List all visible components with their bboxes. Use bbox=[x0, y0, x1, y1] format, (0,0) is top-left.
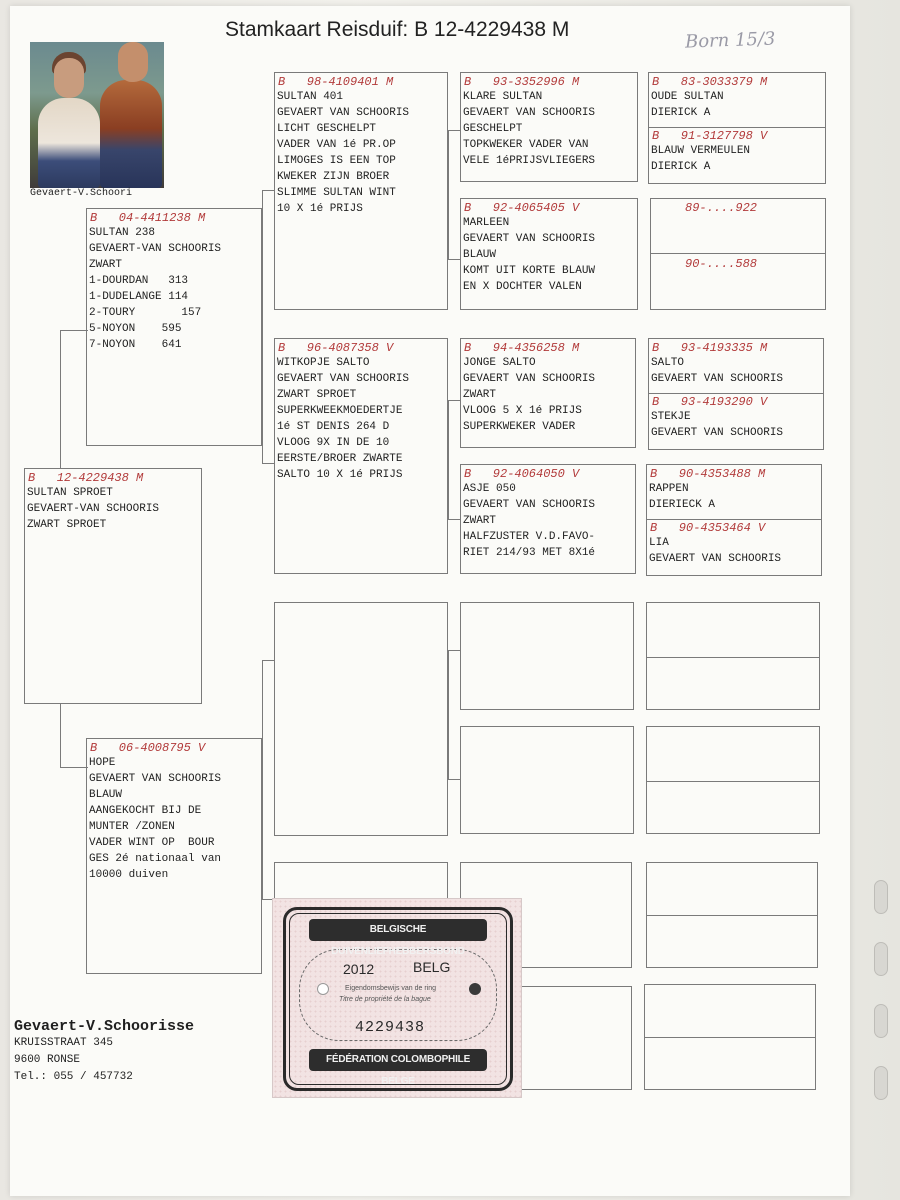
pedigree-line: EN X DOCHTER VALEN bbox=[463, 281, 582, 293]
pedigree-line: GEVAERT-VAN SCHOORIS bbox=[89, 243, 222, 255]
pedigree-line: RAPPEN bbox=[649, 483, 689, 495]
pedigree-box-dam bbox=[86, 738, 262, 974]
ring-number: B 90-4353488 M bbox=[650, 467, 766, 481]
pedigree-line: GEVAERT VAN SCHOORIS bbox=[463, 107, 596, 119]
pedigree-line: VLOOG 9X IN DE 10 bbox=[277, 437, 390, 449]
pedigree-line: STEKJE bbox=[651, 411, 691, 423]
connector-line bbox=[60, 330, 88, 468]
pedigree-box-empty bbox=[274, 862, 448, 898]
card-ring-number: 4229438 bbox=[355, 1019, 426, 1036]
pedigree-box-empty bbox=[646, 726, 820, 834]
breeder-name: Gevaert-V.Schoorisse bbox=[14, 1018, 195, 1035]
connector-line bbox=[448, 650, 460, 780]
ring-number: B 93-3352996 M bbox=[464, 75, 580, 89]
pedigree-line: LIMOGES IS EEN TOP bbox=[277, 155, 396, 167]
pedigree-line: SALTO bbox=[651, 357, 685, 369]
ring-number: B 04-4411238 M bbox=[90, 211, 206, 225]
pedigree-line: 1-DOURDAN 313 bbox=[89, 275, 189, 287]
ring-number: B 83-3033379 M bbox=[652, 75, 768, 89]
pedigree-box-empty bbox=[644, 984, 816, 1090]
binder-holes bbox=[874, 880, 894, 1128]
card-text-fr: Titre de propriété de la bague bbox=[339, 996, 431, 1003]
pedigree-box-empty bbox=[522, 986, 632, 1090]
pedigree-line: BLAUW VERMEULEN bbox=[651, 145, 751, 157]
pedigree-line: SLIMME SULTAN WINT bbox=[277, 187, 396, 199]
pedigree-line: LICHT GESCHELPT bbox=[277, 123, 377, 135]
pedigree-line: JONGE SALTO bbox=[463, 357, 536, 369]
pedigree-line: VLOOG 5 X 1é PRIJS bbox=[463, 405, 582, 417]
pedigree-line: GES 2é nationaal van bbox=[89, 853, 222, 865]
pedigree-line: 10000 duiven bbox=[89, 869, 169, 881]
pedigree-line: GEVAERT VAN SCHOORIS bbox=[651, 427, 784, 439]
breeder-city: 9600 RONSE bbox=[14, 1054, 81, 1066]
connector-line bbox=[448, 130, 460, 260]
pedigree-line: AANGEKOCHT BIJ DE bbox=[89, 805, 202, 817]
ring-number: B 94-4356258 M bbox=[464, 341, 580, 355]
pedigree-line: ZWART bbox=[463, 389, 497, 401]
pedigree-box-sd-sire bbox=[460, 338, 636, 448]
card-bottom-banner: FÉDÉRATION COLOMBOPHILE BELGE bbox=[309, 1049, 487, 1071]
ring-number: 89-....922 bbox=[685, 201, 758, 215]
pedigree-line: GEVAERT VAN SCHOORIS bbox=[463, 233, 596, 245]
pedigree-line: LIA bbox=[649, 537, 669, 549]
pedigree-line: ASJE 050 bbox=[463, 483, 516, 495]
pedigree-box-empty bbox=[646, 862, 818, 968]
pedigree-line: MARLEEN bbox=[463, 217, 510, 229]
pedigree-line: GEVAERT VAN SCHOORIS bbox=[89, 773, 222, 785]
pedigree-line: 1-DUDELANGE 114 bbox=[89, 291, 189, 303]
pedigree-line: DIERICK A bbox=[651, 161, 711, 173]
pedigree-line: VADER VAN 1é PR.OP bbox=[277, 139, 396, 151]
pedigree-line: EERSTE/BROER ZWARTE bbox=[277, 453, 403, 465]
ring-number: B 12-4229438 M bbox=[28, 471, 144, 485]
pedigree-box-pair bbox=[646, 464, 822, 576]
card-text-nl: Eigendomsbewijs van de ring bbox=[345, 985, 437, 992]
pedigree-line: HALFZUSTER V.D.FAVO- bbox=[463, 531, 596, 543]
pedigree-line: KOMT UIT KORTE BLAUW bbox=[463, 265, 596, 277]
pedigree-line: ZWART bbox=[463, 515, 497, 527]
ring-number: B 91-3127798 V bbox=[652, 129, 768, 143]
pedigree-line: SUPERKWEKER VADER bbox=[463, 421, 576, 433]
binder-hole bbox=[874, 1004, 888, 1038]
pedigree-line: 2-TOURY 157 bbox=[89, 307, 202, 319]
pedigree-line: GEVAERT VAN SCHOORIS bbox=[651, 373, 784, 385]
connector-line bbox=[262, 660, 274, 900]
pedigree-line: DIERICK A bbox=[651, 107, 711, 119]
pedigree-line: 7-NOYON 641 bbox=[89, 339, 182, 351]
ring-number: B 92-4064050 V bbox=[464, 467, 580, 481]
pedigree-box-empty bbox=[460, 726, 634, 834]
pedigree-line: MUNTER /ZONEN bbox=[89, 821, 175, 833]
connector-line bbox=[262, 190, 274, 464]
pedigree-line: SULTAN SPROET bbox=[27, 487, 113, 499]
ring-number: 90-....588 bbox=[685, 257, 758, 271]
binder-hole bbox=[874, 880, 888, 914]
pedigree-line: GEVAERT VAN SCHOORIS bbox=[463, 373, 596, 385]
pedigree-box-empty bbox=[274, 602, 448, 836]
pedigree-line: GESCHELPT bbox=[463, 123, 523, 135]
pedigree-line: GEVAERT VAN SCHOORIS bbox=[649, 553, 782, 565]
pedigree-line: ZWART SPROET bbox=[277, 389, 357, 401]
pedigree-box-pair bbox=[650, 198, 826, 310]
pedigree-line: VELE 1éPRIJSVLIEGERS bbox=[463, 155, 596, 167]
pedigree-line: BLAUW bbox=[463, 249, 497, 261]
pedigree-line: VADER WINT OP BOUR bbox=[89, 837, 215, 849]
pedigree-line: SULTAN 401 bbox=[277, 91, 344, 103]
connector-line bbox=[60, 704, 88, 768]
pedigree-line: HOPE bbox=[89, 757, 116, 769]
breeder-info bbox=[14, 1018, 194, 1086]
pedigree-box-empty bbox=[460, 602, 634, 710]
ring-number: B 96-4087358 V bbox=[278, 341, 394, 355]
pedigree-box-pair bbox=[648, 72, 826, 184]
pedigree-box-ss-sire bbox=[460, 72, 638, 182]
pedigree-line: GEVAERT VAN SCHOORIS bbox=[463, 499, 596, 511]
pedigree-line: KWEKER ZIJN BROER bbox=[277, 171, 390, 183]
pedigree-box-sire-sire bbox=[274, 72, 448, 310]
pedigree-line: KLARE SULTAN bbox=[463, 91, 543, 103]
pedigree-line: GEVAERT-VAN SCHOORIS bbox=[27, 503, 160, 515]
page-title: Stamkaart Reisduif: B 12-4229438 M bbox=[225, 18, 570, 41]
pedigree-box-subject bbox=[24, 468, 202, 704]
pedigree-line: SULTAN 238 bbox=[89, 227, 156, 239]
handwritten-note: Born 15/3 bbox=[684, 28, 776, 53]
ring-ownership-card bbox=[272, 898, 522, 1098]
pedigree-line: SUPERKWEEKMOEDERTJE bbox=[277, 405, 403, 417]
pedigree-line: RIET 214/93 MET 8X1é bbox=[463, 547, 596, 559]
emblem-icon bbox=[469, 983, 481, 995]
pedigree-line: ZWART SPROET bbox=[27, 519, 107, 531]
ring-number: B 90-4353464 V bbox=[650, 521, 766, 535]
ring-number: B 98-4109401 M bbox=[278, 75, 394, 89]
pedigree-box-ss-dam bbox=[460, 198, 638, 310]
pedigree-line: OUDE SULTAN bbox=[651, 91, 724, 103]
connector-line bbox=[448, 400, 460, 520]
pedigree-line: SALTO 10 X 1é PRIJS bbox=[277, 469, 403, 481]
pedigree-line: ZWART bbox=[89, 259, 123, 271]
card-country: BELG bbox=[413, 959, 451, 975]
pedigree-line: WITKOPJE SALTO bbox=[277, 357, 370, 369]
card-year: 2012 bbox=[343, 961, 375, 977]
ring-number: B 93-4193335 M bbox=[652, 341, 768, 355]
breeder-photo bbox=[30, 42, 164, 188]
pedigree-line: DIERIECK A bbox=[649, 499, 716, 511]
ring-number: B 93-4193290 V bbox=[652, 395, 768, 409]
punch-hole bbox=[317, 983, 329, 995]
pedigree-line: GEVAERT VAN SCHOORIS bbox=[277, 107, 410, 119]
pedigree-box-empty bbox=[646, 602, 820, 710]
breeder-street: KRUISSTRAAT 345 bbox=[14, 1037, 114, 1049]
pedigree-box-sd-dam bbox=[460, 464, 636, 574]
pedigree-line: 5-NOYON 595 bbox=[89, 323, 182, 335]
ring-number: B 92-4065405 V bbox=[464, 201, 580, 215]
pedigree-line: 1é ST DENIS 264 D bbox=[277, 421, 390, 433]
card-top-banner: BELGISCHE DUIVENLIEFHEBBERSBOND bbox=[309, 919, 487, 941]
breeder-phone: Tel.: 055 / 457732 bbox=[14, 1071, 133, 1083]
pedigree-line: 10 X 1é PRIJS bbox=[277, 203, 363, 215]
pedigree-line: GEVAERT VAN SCHOORIS bbox=[277, 373, 410, 385]
ring-number: B 06-4008795 V bbox=[90, 741, 206, 755]
pedigree-box-sire bbox=[86, 208, 262, 446]
binder-hole bbox=[874, 1066, 888, 1100]
photo-caption: Gevaert-V.Schoori bbox=[30, 188, 133, 199]
binder-hole bbox=[874, 942, 888, 976]
pedigree-box-pair bbox=[648, 338, 824, 450]
pedigree-line: TOPKWEKER VADER VAN bbox=[463, 139, 589, 151]
pedigree-box-sire-dam bbox=[274, 338, 448, 574]
pedigree-line: BLAUW bbox=[89, 789, 123, 801]
